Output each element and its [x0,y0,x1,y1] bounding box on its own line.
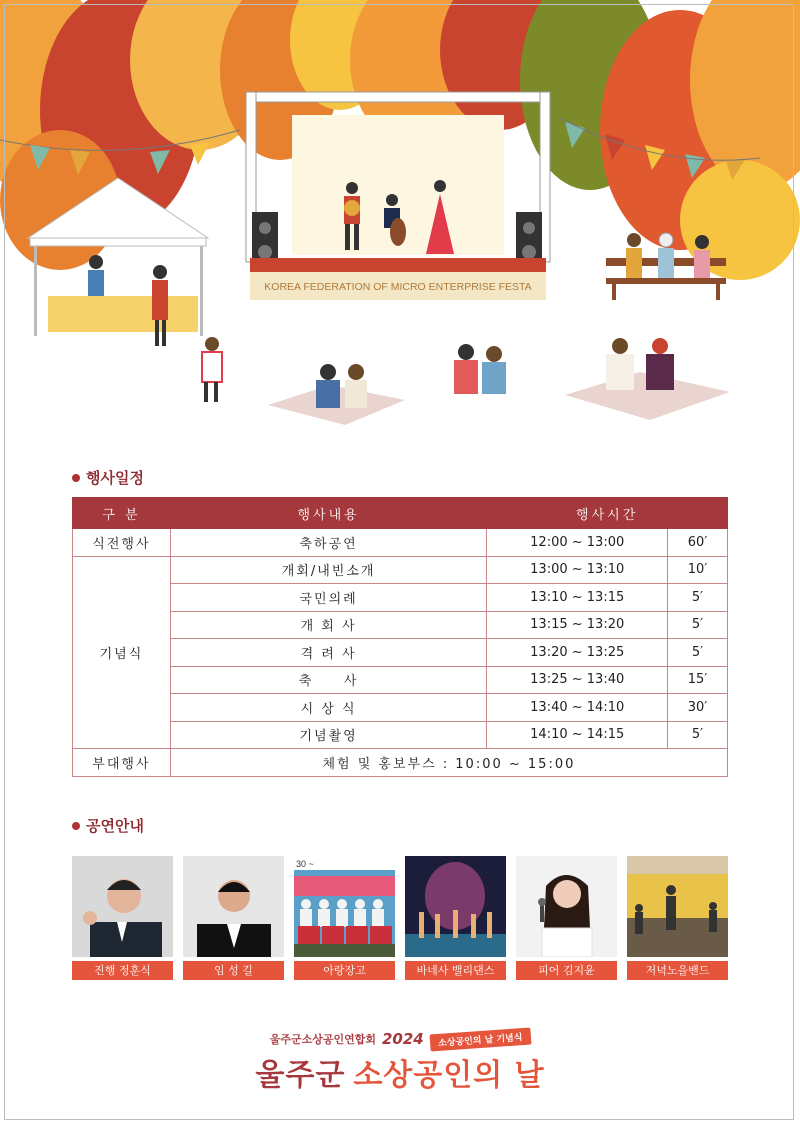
performance-title-text: 공연안내 [86,817,144,835]
table-row [73,556,728,584]
performer-card [405,856,506,980]
event-title [0,1050,800,1094]
schedule-title-text: 행사일정 [86,469,144,487]
time-cell: 13:10 ~ 13:15 [487,584,668,612]
table-row [73,529,728,557]
minutes-cell: 60′ [668,529,728,557]
minutes-cell: 15′ [668,666,728,694]
time-cell: 13:20 ~ 13:25 [487,639,668,667]
content-cell: 시 상 식 [170,694,487,722]
bullet-icon [72,822,80,830]
minutes-cell: 30′ [668,694,728,722]
header-category: 구 분 [73,498,171,529]
content-cell: 기념촬영 [170,721,487,749]
performer-caption: 아랑장고 [294,961,395,980]
content-cell: 격 려 사 [170,639,487,667]
schedule-section-title [72,467,144,488]
performer-photo [405,856,506,957]
table-row [73,721,728,749]
performer-card [72,856,173,980]
event-name: 소상공인의 날 [353,1058,545,1093]
table-row [73,639,728,667]
performer-photo [516,856,617,957]
photo-overlay-text: 30 ~ [296,859,314,869]
festival-illustration [0,0,800,440]
minutes-cell: 5′ [668,584,728,612]
performer-list [72,856,728,980]
content-cell: 축 사 [170,666,487,694]
performer-caption: 진행 정훈식 [72,961,173,980]
table-row [73,694,728,722]
header-content: 행사내용 [170,498,487,529]
time-cell: 13:40 ~ 14:10 [487,694,668,722]
table-row [73,749,728,777]
performer-photo [183,856,284,957]
bullet-icon [72,474,80,482]
performer-card [183,856,284,980]
content-cell: 축하공연 [170,529,487,557]
time-cell: 13:15 ~ 13:20 [487,611,668,639]
performer-card [516,856,617,980]
performer-caption: 바네사 밸리댄스 [405,961,506,980]
festival-scene [0,0,800,440]
minutes-cell: 5′ [668,721,728,749]
minutes-cell: 10′ [668,556,728,584]
schedule-table [72,497,728,777]
performer-caption: 피어 김지윤 [516,961,617,980]
header-time: 행사시간 [487,498,728,529]
table-header-row [73,498,728,529]
content-cell: 체험 및 홍보부스 : 10:00 ~ 15:00 [170,749,727,777]
event-region: 울주군 [255,1058,346,1093]
content-cell: 개회/내빈소개 [170,556,487,584]
performer-caption: 임 성 길 [183,961,284,980]
category-cell: 기념식 [73,556,171,749]
time-cell: 13:00 ~ 13:10 [487,556,668,584]
organizer-name: 울주군소상공인연합회 [269,1033,376,1046]
time-cell: 14:10 ~ 14:15 [487,721,668,749]
category-cell: 부대행사 [73,749,171,777]
performance-section-title [72,815,144,836]
stage-banner-text: KOREA FEDERATION OF MICRO ENTERPRISE FESTA [264,281,532,293]
performer-photo [72,856,173,957]
performer-card [627,856,728,980]
minutes-cell: 5′ [668,639,728,667]
performer-card [294,856,395,980]
event-year: 2024 [382,1030,424,1048]
footer-line [0,1030,800,1048]
footer-logo [0,1030,800,1094]
table-row [73,666,728,694]
content-cell: 국민의례 [170,584,487,612]
table-row [73,584,728,612]
performer-photo [627,856,728,957]
minutes-cell: 5′ [668,611,728,639]
event-ribbon: 소상공인의 날 기념식 [429,1027,530,1051]
category-cell: 식전행사 [73,529,171,557]
performer-caption: 저녁노을밴드 [627,961,728,980]
performer-photo [294,856,395,957]
content-cell: 개 회 사 [170,611,487,639]
time-cell: 13:25 ~ 13:40 [487,666,668,694]
table-row [73,611,728,639]
time-cell: 12:00 ~ 13:00 [487,529,668,557]
